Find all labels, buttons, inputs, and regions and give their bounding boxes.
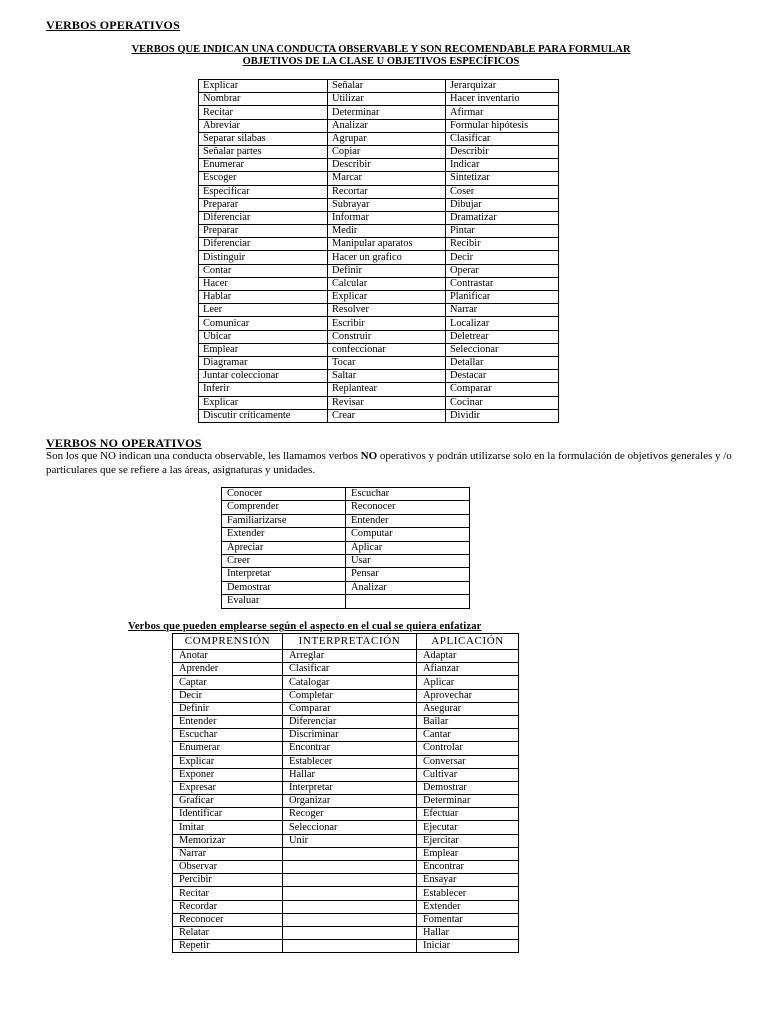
- table-row: [173, 834, 519, 847]
- subtitle-line-1: VERBOS QUE INDICAN UNA CONDUCTA OBSERVABLE Y SON RECOMENDABLE PARA FORMULAR: [131, 44, 631, 55]
- table-cell: Pensar: [346, 568, 470, 581]
- table-cell: Informar: [328, 211, 446, 224]
- table-row: [199, 370, 559, 383]
- table-cell: Contrastar: [446, 277, 559, 290]
- subtitle-recomendables: [46, 44, 716, 68]
- table-cell: Diagramar: [199, 356, 328, 369]
- table-cell: Abreviar: [199, 119, 328, 132]
- table-cell: confeccionar: [328, 343, 446, 356]
- table-cell: Arreglar: [283, 650, 417, 663]
- table-row: [222, 501, 470, 514]
- table-cell: Entender: [346, 514, 470, 527]
- table-cell: Dividir: [446, 409, 559, 422]
- table-row: [173, 887, 519, 900]
- table-row: [173, 729, 519, 742]
- table-cell: Hacer: [199, 277, 328, 290]
- table-cell: Explicar: [199, 396, 328, 409]
- table-cell: Comparar: [283, 702, 417, 715]
- table-cell: Interpretar: [222, 568, 346, 581]
- table-cell: Subrayar: [328, 198, 446, 211]
- table-row: [173, 676, 519, 689]
- table-cell: Identificar: [173, 808, 283, 821]
- table-cell: Definir: [328, 264, 446, 277]
- table-cell: Manipular aparatos: [328, 238, 446, 251]
- table-cell: Sintetizar: [446, 172, 559, 185]
- table-row: [173, 874, 519, 887]
- table-cell: Hablar: [199, 291, 328, 304]
- table-cell: Ejecutar: [417, 821, 519, 834]
- header-interpretacion: INTERPRETACIÓN: [283, 634, 417, 650]
- table-cell: Señalar partes: [199, 145, 328, 158]
- table-cell: Establecer: [283, 755, 417, 768]
- subtitle-line-2: OBJETIVOS DE LA CLASE U OBJETIVOS ESPECÍFICOS: [242, 56, 520, 67]
- table-cell: Iniciar: [417, 940, 519, 953]
- table-row: [199, 93, 559, 106]
- paragraph-text-2: operativos y podrán utilizarse solo en la formulación de objetivos generales y /o particulares que se refiere a las áreas, asignaturas y unidades.: [46, 450, 732, 476]
- table-row: [173, 689, 519, 702]
- table-cell: Detallar: [446, 356, 559, 369]
- table-row: [199, 356, 559, 369]
- table-cell: Expresar: [173, 781, 283, 794]
- table-row: [199, 106, 559, 119]
- table-cell: Dibujar: [446, 198, 559, 211]
- table-row: [199, 343, 559, 356]
- table-cell: Narrar: [173, 847, 283, 860]
- table-cell: Anotar: [173, 650, 283, 663]
- table-cell: Calcular: [328, 277, 446, 290]
- table-row: [173, 781, 519, 794]
- table-cell: Comparar: [446, 383, 559, 396]
- heading-verbos-enfatizar: Verbos que pueden emplearse según el aspecto en el cual se quiera enfatizar: [128, 621, 482, 632]
- table-row: [173, 926, 519, 939]
- table-row: [199, 251, 559, 264]
- table-row: [173, 755, 519, 768]
- table-cell: Bailar: [417, 715, 519, 728]
- table-row: [199, 330, 559, 343]
- header-aplicacion: APLICACIÓN: [417, 634, 519, 650]
- heading-verbos-no-operativos: VERBOS NO OPERATIVOS: [46, 436, 202, 450]
- table-cell: Afirmar: [446, 106, 559, 119]
- table-cell: Recibir: [446, 238, 559, 251]
- paragraph-bold-no: NO: [360, 450, 378, 462]
- table-row: [173, 768, 519, 781]
- table-row: [222, 528, 470, 541]
- table-row: [199, 225, 559, 238]
- table-cell: Analizar: [328, 119, 446, 132]
- table-row: [222, 488, 470, 501]
- table-row: [199, 304, 559, 317]
- table-cell: Encontrar: [283, 742, 417, 755]
- table-cell: Formular hipótesis: [446, 119, 559, 132]
- table-cell: Ubicar: [199, 330, 328, 343]
- header-row: [173, 634, 519, 650]
- table-cell: Replantear: [328, 383, 446, 396]
- table-cell: Describir: [328, 159, 446, 172]
- table-cell: Narrar: [446, 304, 559, 317]
- table-cell: Preparar: [199, 198, 328, 211]
- table-cell: Comprender: [222, 501, 346, 514]
- table-row: [173, 795, 519, 808]
- table-cell: [283, 913, 417, 926]
- table-cell: Juntar coleccionar: [199, 370, 328, 383]
- table-cell: Asegurar: [417, 702, 519, 715]
- table-cell: Demostrar: [417, 781, 519, 794]
- table-cell: [283, 900, 417, 913]
- table-cell: Contar: [199, 264, 328, 277]
- table-cell: Escuchar: [173, 729, 283, 742]
- table-cell: Utilizar: [328, 93, 446, 106]
- table-cell: Cultivar: [417, 768, 519, 781]
- table-cell: Discriminar: [283, 729, 417, 742]
- table-cell: [283, 861, 417, 874]
- table-row: [222, 581, 470, 594]
- table-cell: Determinar: [328, 106, 446, 119]
- table-cell: Decir: [173, 689, 283, 702]
- table-row: [199, 159, 559, 172]
- table-cell: Creer: [222, 554, 346, 567]
- table-cell: Escuchar: [346, 488, 470, 501]
- table-row: [199, 132, 559, 145]
- table-cell: Recortar: [328, 185, 446, 198]
- table-cell: Recordar: [173, 900, 283, 913]
- table-cell: Observar: [173, 861, 283, 874]
- table-cell: Clasificar: [283, 663, 417, 676]
- heading-verbos-operativos: VERBOS OPERATIVOS: [46, 18, 180, 32]
- table-cell: Extender: [417, 900, 519, 913]
- table-cell: Aprender: [173, 663, 283, 676]
- table-cell: Interpretar: [283, 781, 417, 794]
- header-comprension: COMPRENSIÓN: [173, 634, 283, 650]
- table-row: [199, 277, 559, 290]
- table-cell: Hacer un grafico: [328, 251, 446, 264]
- table-row: [199, 409, 559, 422]
- table-row: [173, 821, 519, 834]
- table-cell: Controlar: [417, 742, 519, 755]
- table-cell: Emplear: [417, 847, 519, 860]
- table-cell: Discutir críticamente: [199, 409, 328, 422]
- table-cell: Escribir: [328, 317, 446, 330]
- table-cell: Destacar: [446, 370, 559, 383]
- table-row: [199, 119, 559, 132]
- table-cell: Analizar: [346, 581, 470, 594]
- table-cell: Hallar: [417, 926, 519, 939]
- table-row: [199, 145, 559, 158]
- table-cell: Preparar: [199, 225, 328, 238]
- table-cell: Demostrar: [222, 581, 346, 594]
- table-cell: Inferir: [199, 383, 328, 396]
- table-row: [173, 650, 519, 663]
- table-cell: Definir: [173, 702, 283, 715]
- table-row: [222, 568, 470, 581]
- table-row: [173, 663, 519, 676]
- table-cell: Relatar: [173, 926, 283, 939]
- table-cell: Separar silabas: [199, 132, 328, 145]
- table-cell: Conocer: [222, 488, 346, 501]
- table-cell: Cantar: [417, 729, 519, 742]
- table-cell: Conversar: [417, 755, 519, 768]
- table-cell: Memorizar: [173, 834, 283, 847]
- table-row: [173, 702, 519, 715]
- table-cell: Percibir: [173, 874, 283, 887]
- table-body: [173, 650, 519, 953]
- table-cell: Copiar: [328, 145, 446, 158]
- table-row: [199, 185, 559, 198]
- table-cell: Apreciar: [222, 541, 346, 554]
- table-cell: [283, 940, 417, 953]
- table-cell: Recitar: [173, 887, 283, 900]
- table-cell: Señalar: [328, 80, 446, 93]
- table-row: [199, 317, 559, 330]
- paragraph-no-operativos: [46, 449, 736, 477]
- table-cell: Explicar: [328, 291, 446, 304]
- table-row: [173, 913, 519, 926]
- table-cell: [283, 874, 417, 887]
- table-cell: Seleccionar: [446, 343, 559, 356]
- table-cell: Pintar: [446, 225, 559, 238]
- table-cell: Enumerar: [173, 742, 283, 755]
- table-cell: Diferenciar: [199, 238, 328, 251]
- table-cell: Graficar: [173, 795, 283, 808]
- table-cell: Imitar: [173, 821, 283, 834]
- table-cell: Explicar: [199, 80, 328, 93]
- table-cell: [283, 847, 417, 860]
- table-cell: Diferenciar: [283, 715, 417, 728]
- table-cell: Emplear: [199, 343, 328, 356]
- table-cell: [283, 926, 417, 939]
- table-cell: Resolver: [328, 304, 446, 317]
- table-row: [199, 383, 559, 396]
- table-row: [222, 514, 470, 527]
- table-body: [222, 488, 470, 609]
- table-row: [199, 264, 559, 277]
- table-cell: Dramatizar: [446, 211, 559, 224]
- table-verbos-por-aspecto: [172, 633, 519, 953]
- table-cell: Planificar: [446, 291, 559, 304]
- table-cell: Hacer inventario: [446, 93, 559, 106]
- table-cell: Describir: [446, 145, 559, 158]
- table-cell: Operar: [446, 264, 559, 277]
- table-row: [199, 396, 559, 409]
- paragraph-text-1: Son los que NO indican una conducta observable, les llamamos verbos: [46, 450, 361, 462]
- table-cell: Leer: [199, 304, 328, 317]
- table-row: [173, 742, 519, 755]
- table-row: [222, 554, 470, 567]
- table-cell: Localizar: [446, 317, 559, 330]
- table-cell: Especificar: [199, 185, 328, 198]
- table-cell: Repetir: [173, 940, 283, 953]
- table-cell: [283, 887, 417, 900]
- table-cell: Ejercitar: [417, 834, 519, 847]
- table-cell: Hallar: [283, 768, 417, 781]
- table-cell: Extender: [222, 528, 346, 541]
- table-cell: Construir: [328, 330, 446, 343]
- table-cell: Distinguir: [199, 251, 328, 264]
- table-cell: Recoger: [283, 808, 417, 821]
- table-verbos-operativos: [198, 79, 559, 423]
- table-cell: Aprovechar: [417, 689, 519, 702]
- table-cell: Decir: [446, 251, 559, 264]
- table-row: [173, 861, 519, 874]
- table-cell: Afianzar: [417, 663, 519, 676]
- table-cell: Reconocer: [346, 501, 470, 514]
- table-cell: Coser: [446, 185, 559, 198]
- table-row: [199, 198, 559, 211]
- table-cell: Unir: [283, 834, 417, 847]
- table-cell: Aplicar: [346, 541, 470, 554]
- table-cell: Adaptar: [417, 650, 519, 663]
- table-cell: Establecer: [417, 887, 519, 900]
- table-cell: Jerarquizar: [446, 80, 559, 93]
- table-cell: Efectuar: [417, 808, 519, 821]
- table-row: [199, 172, 559, 185]
- table-cell: Cocinar: [446, 396, 559, 409]
- table-head: [173, 634, 519, 650]
- table-row: [199, 80, 559, 93]
- table-body: [199, 80, 559, 423]
- table-cell: Determinar: [417, 795, 519, 808]
- table-cell: Entender: [173, 715, 283, 728]
- table-cell: Clasificar: [446, 132, 559, 145]
- table-cell: Aplicar: [417, 676, 519, 689]
- table-cell: Indicar: [446, 159, 559, 172]
- table-cell: Comunicar: [199, 317, 328, 330]
- table-cell: Recitar: [199, 106, 328, 119]
- table-cell: Organizar: [283, 795, 417, 808]
- table-row: [199, 211, 559, 224]
- table-row: [173, 847, 519, 860]
- table-cell: [346, 595, 470, 608]
- table-verbos-no-operativos: [221, 487, 470, 609]
- table-cell: Medir: [328, 225, 446, 238]
- table-cell: Reconocer: [173, 913, 283, 926]
- table-cell: Nombrar: [199, 93, 328, 106]
- table-cell: Explicar: [173, 755, 283, 768]
- table-row: [222, 595, 470, 608]
- table-cell: Familiarizarse: [222, 514, 346, 527]
- table-cell: Revisar: [328, 396, 446, 409]
- table-cell: Marcar: [328, 172, 446, 185]
- table-cell: Completar: [283, 689, 417, 702]
- table-cell: Usar: [346, 554, 470, 567]
- table-cell: Fomentar: [417, 913, 519, 926]
- table-cell: Encontrar: [417, 861, 519, 874]
- table-cell: Saltar: [328, 370, 446, 383]
- table-cell: Evaluar: [222, 595, 346, 608]
- table-cell: Computar: [346, 528, 470, 541]
- table-cell: Crear: [328, 409, 446, 422]
- table-row: [173, 900, 519, 913]
- table-row: [222, 541, 470, 554]
- table-cell: Deletrear: [446, 330, 559, 343]
- table-row: [173, 808, 519, 821]
- table-cell: Ensayar: [417, 874, 519, 887]
- table-cell: Catalogar: [283, 676, 417, 689]
- table-row: [199, 238, 559, 251]
- table-cell: Agrupar: [328, 132, 446, 145]
- table-row: [173, 715, 519, 728]
- table-cell: Diferenciar: [199, 211, 328, 224]
- table-cell: Escoger: [199, 172, 328, 185]
- table-cell: Captar: [173, 676, 283, 689]
- table-cell: Exponer: [173, 768, 283, 781]
- table-cell: Seleccionar: [283, 821, 417, 834]
- table-cell: Enumerar: [199, 159, 328, 172]
- table-row: [173, 940, 519, 953]
- table-cell: Tocar: [328, 356, 446, 369]
- table-row: [199, 291, 559, 304]
